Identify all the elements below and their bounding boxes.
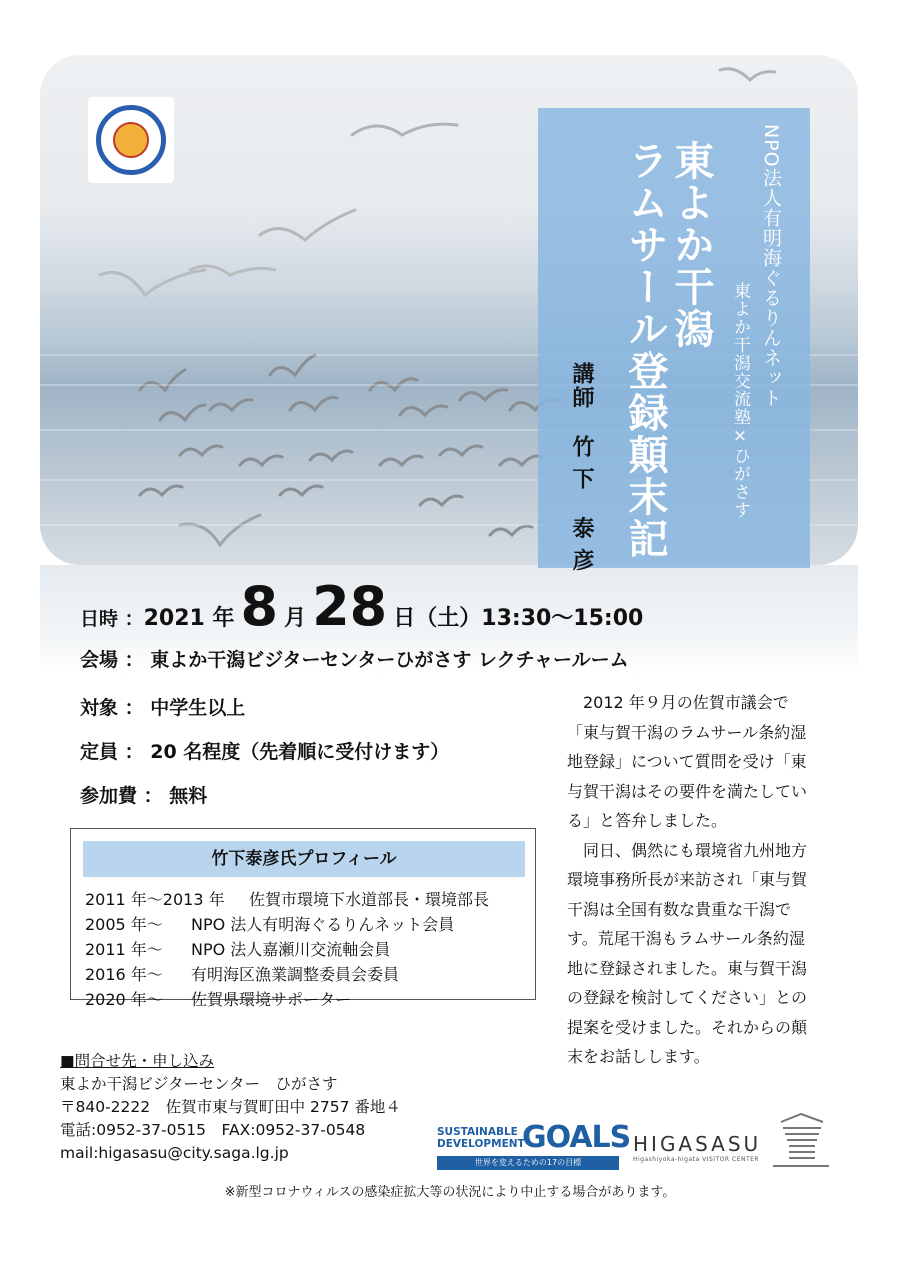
contact-mail[interactable]: mail:higasasu@city.saga.lg.jp xyxy=(60,1144,289,1162)
profile-box xyxy=(70,828,536,1009)
fish-mascot-icon xyxy=(113,122,149,158)
profile-heading: 竹下泰彦氏プロフィール xyxy=(83,841,525,877)
profile-item xyxy=(85,937,489,962)
profile-item xyxy=(85,987,489,1012)
title-line-2: ラムサール登録顛末記 xyxy=(622,140,668,560)
profile-item xyxy=(85,962,489,987)
higasasu-logo xyxy=(633,1112,833,1172)
profile-year: 2020 年〜 xyxy=(85,990,163,1009)
lecturer-label: 講師 xyxy=(569,362,594,410)
profile-item xyxy=(85,912,489,937)
logo-ring-icon xyxy=(96,105,166,175)
profile-text: 佐賀県環境サポーター xyxy=(191,990,352,1009)
sdgs-line-1: SUSTAINABLE xyxy=(437,1126,518,1138)
description-paragraph-2: 同日、偶然にも環境省九州地方環境事務所長が来訪され「東与賀干潟は全国有数な貴重な干潟です。荒尾干潟もラムサール条約湿地に登録されました。東与賀干潟の登録を検討してください」との提案を受けました。それからの顛末をお話しします。 xyxy=(567,840,808,1066)
sdgs-wordmark xyxy=(437,1126,525,1150)
event-date xyxy=(80,575,643,638)
building-icon xyxy=(773,1112,829,1170)
profile-year: 2016 年〜 xyxy=(85,965,163,984)
date-month: 8 xyxy=(240,575,279,638)
event-target: 対象 ： 中学生以上 xyxy=(80,697,246,719)
profile-text: NPO 法人嘉瀬川交流軸会員 xyxy=(191,940,391,959)
date-year: 2021 年 xyxy=(143,606,235,631)
organizer: NPO法人有明海ぐるりんネット xyxy=(760,124,782,408)
profile-text: NPO 法人有明海ぐるりんネット会員 xyxy=(191,915,455,934)
profile-item xyxy=(85,887,489,912)
profile-text: 有明海区漁業調整委員会委員 xyxy=(191,965,400,984)
profile-text: 佐賀市環境下水道部長・環境部長 xyxy=(249,890,490,909)
sdgs-line-2: DEVELOPMENT xyxy=(437,1138,525,1150)
date-weekday-time: （土）13:30〜15:00 xyxy=(415,606,644,631)
sdgs-goals: GOALS xyxy=(522,1120,631,1155)
profile-year: 2011 年〜 xyxy=(85,940,163,959)
contact-heading: ■問合せ先・申し込み xyxy=(60,1052,215,1070)
event-venue: 会場 ： 東よか干潟ビジターセンターひがさす レクチャールーム xyxy=(80,649,629,671)
contact-phone: 電話:0952-37-0515 FAX:0952-37-0548 xyxy=(60,1121,366,1139)
date-day-unit: 日 xyxy=(393,606,416,631)
lecturer-name: 竹下 泰彦 xyxy=(569,435,594,581)
date-day: 28 xyxy=(312,575,388,638)
cancellation-notice: ※新型コロナウィルスの感染症拡大等の状況により中止する場合があります。 xyxy=(224,1185,676,1200)
contact-name: 東よか干潟ビジターセンター ひがさす xyxy=(60,1075,338,1093)
contact-info xyxy=(60,1050,401,1165)
ariakekai-gururin-logo xyxy=(88,97,174,183)
event-capacity: 定員 ： 20 名程度（先着順に受付けます） xyxy=(80,741,450,763)
profile-year: 2005 年〜 xyxy=(85,915,163,934)
sdgs-logo xyxy=(437,1120,631,1172)
date-month-unit: 月 xyxy=(284,606,307,631)
lecture-description xyxy=(567,688,815,1072)
event-fee: 参加費 ： 無料 xyxy=(80,785,208,807)
title-line-1: 東よか干潟 xyxy=(668,140,714,350)
description-paragraph-1: 2012 年９月の佐賀市議会で「東与賀干潟のラムサール条約湿地登録」について質問を受け「東与賀干潟はその要件を満たしている」と答弁しました。 xyxy=(567,693,808,830)
date-label: 日時 ： xyxy=(80,608,144,630)
sdgs-tagline: 世界を変えるための17の目標 xyxy=(437,1156,619,1170)
contact-address: 〒840-2222 佐賀市東与賀町田中 2757 番地４ xyxy=(60,1098,401,1116)
higasasu-sub: Higashiyoka-higata VISITOR CENTER xyxy=(633,1156,760,1163)
program-subtitle: 東よか干潟交流塾×ひがさす xyxy=(730,282,750,519)
higasasu-name: HIGASASU xyxy=(633,1132,762,1156)
profile-year: 2011 年〜2013 年 xyxy=(85,890,225,909)
profile-list xyxy=(85,887,489,1012)
